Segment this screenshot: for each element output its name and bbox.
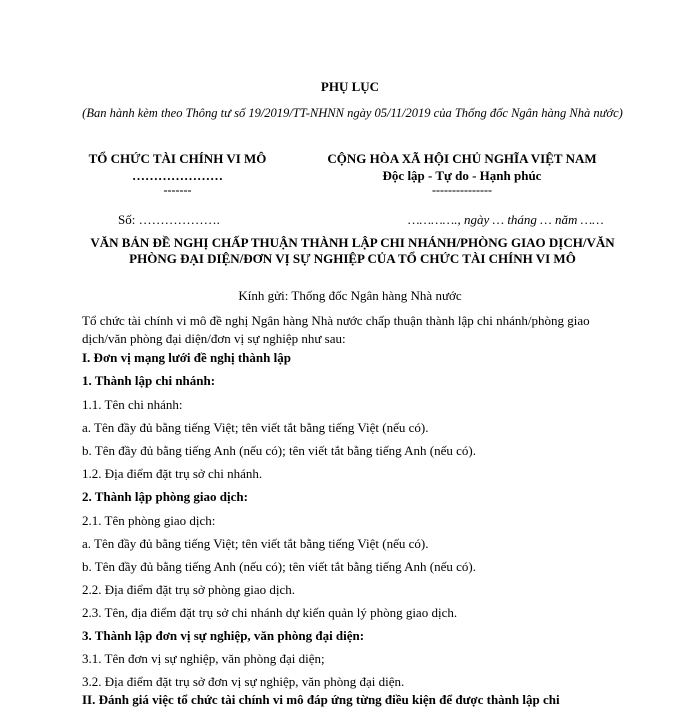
organization-name: TỔ CHỨC TÀI CHÍNH VI MÔ xyxy=(88,151,267,166)
subsection-heading: 1. Thành lập chi nhánh: xyxy=(82,373,216,388)
motto-divider: --------------- xyxy=(432,183,492,197)
section-heading: I. Đơn vị mạng lưới đề nghị thành lập xyxy=(82,350,291,365)
appendix-title: PHỤ LỤC xyxy=(320,79,380,94)
national-title: CỘNG HÒA XÃ HỘI CHỦ NGHĨA VIỆT NAM xyxy=(327,151,597,166)
subsection-heading: 2. Thành lập phòng giao dịch: xyxy=(82,489,248,504)
section-heading: II. Đánh giá việc tổ chức tài chính vi mô đáp ứng từng điều kiện để được thành lập chi xyxy=(82,692,560,707)
date-line: …………., ngày … tháng … năm …… xyxy=(408,212,604,227)
recipient-line: Kính gửi: Thống đốc Ngân hàng Nhà nước xyxy=(238,288,462,303)
list-item: b. Tên đầy đủ bằng tiếng Anh (nếu có); tên viết tắt bằng tiếng Anh (nếu có). xyxy=(82,443,476,458)
organization-divider: ------- xyxy=(163,183,192,197)
list-item: 2.3. Tên, địa điểm đặt trụ sở chi nhánh dự kiến quản lý phòng giao dịch. xyxy=(82,605,458,620)
subsection-heading: 3. Thành lập đơn vị sự nghiệp, văn phòng đại diện: xyxy=(82,628,365,643)
list-item: 3.2. Địa điểm đặt trụ sở đơn vị sự nghiệp, văn phòng đại diện. xyxy=(82,674,405,689)
organization-placeholder: ………………… xyxy=(132,168,223,183)
national-motto: Độc lập - Tự do - Hạnh phúc xyxy=(382,168,542,183)
list-item: 3.1. Tên đơn vị sự nghiệp, văn phòng đại diện; xyxy=(82,651,325,666)
document-title: VĂN BẢN ĐỀ NGHỊ CHẤP THUẬN THÀNH LẬP CHI NHÁNH/PHÒNG GIAO DỊCH/VĂN PHÒNG ĐẠI DIỆN/ĐƠN VỊ SỰ NGHIỆP CỦA TỔ CHỨC TÀI CHÍNH VI MÔ xyxy=(90,235,615,266)
list-item: 1.1. Tên chi nhánh: xyxy=(82,397,183,412)
list-item: 2.1. Tên phòng giao dịch: xyxy=(82,513,216,528)
list-item: 1.2. Địa điểm đặt trụ sở chi nhánh. xyxy=(82,466,263,481)
list-item: b. Tên đầy đủ bằng tiếng Anh (nếu có); tên viết tắt bằng tiếng Anh (nếu có). xyxy=(82,559,476,574)
appendix-subtitle: (Ban hành kèm theo Thông tư số 19/2019/TT-NHNN ngày 05/11/2019 của Thống đốc Ngân hàng Nhà nước) xyxy=(82,106,623,120)
list-item: 2.2. Địa điểm đặt trụ sở phòng giao dịch. xyxy=(82,582,296,597)
list-item: a. Tên đầy đủ bằng tiếng Việt; tên viết tắt bằng tiếng Việt (nếu có). xyxy=(82,420,429,435)
intro-paragraph: Tổ chức tài chính vi mô đề nghị Ngân hàng Nhà nước chấp thuận thành lập chi nhánh/phòng giao dịch/văn phòng đại diện/đơn vị sự nghiệp như sau: xyxy=(82,313,590,346)
list-item: a. Tên đầy đủ bằng tiếng Việt; tên viết tắt bằng tiếng Việt (nếu có). xyxy=(82,536,429,551)
document-number: Số: ………………. xyxy=(118,212,220,227)
